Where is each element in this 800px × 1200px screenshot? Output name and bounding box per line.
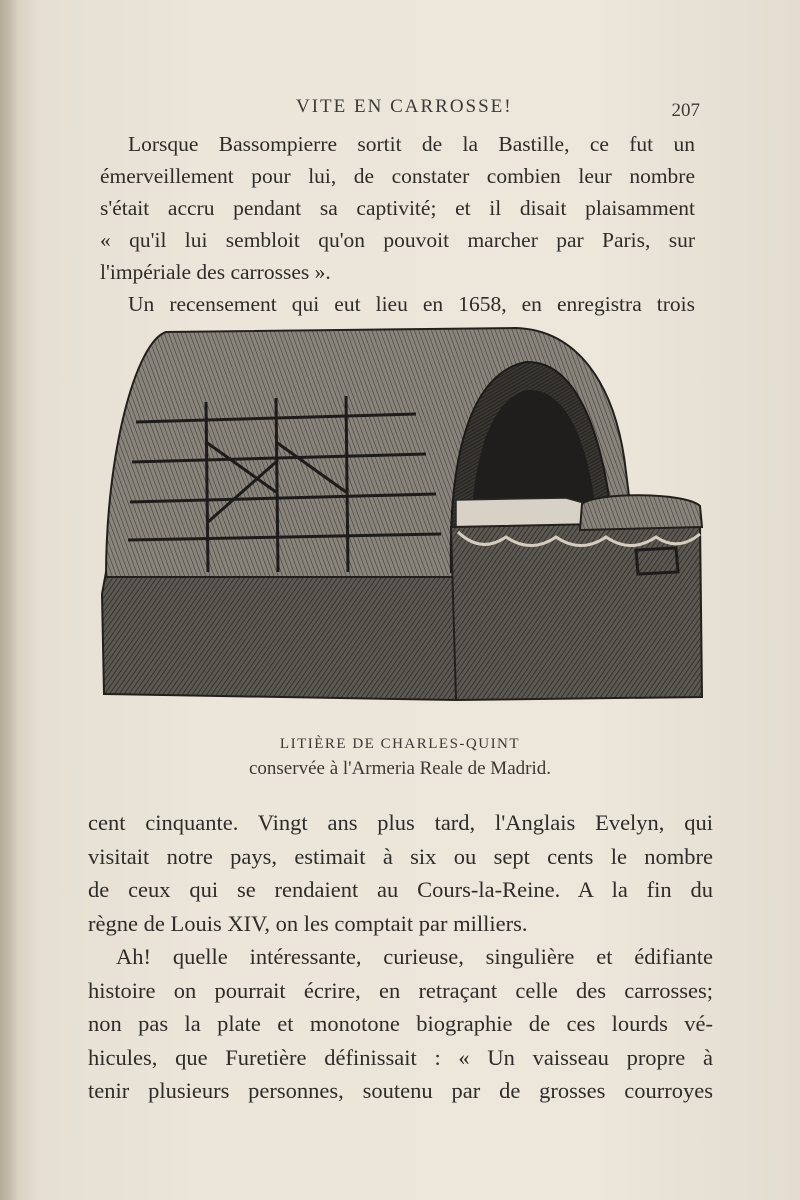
bottom-paragraph bbox=[88, 806, 713, 1108]
text-line: s'était accru pendant sa captivité; et il disait plaisamment bbox=[100, 196, 695, 220]
text-line: hicules, que Furetière définissait : « Un vaisseau propre à bbox=[88, 1044, 713, 1070]
figure-caption-subtitle: conservée à l'Armeria Reale de Madrid. bbox=[248, 758, 551, 779]
text-line: Lorsque Bassompierre sortit de la Bastille, ce fut un bbox=[128, 132, 695, 156]
text-line: visitait notre pays, estimait à six ou sept cents le nombre bbox=[88, 843, 713, 869]
text-line: Un recensement qui eut lieu en 1658, en enregistra trois bbox=[128, 292, 695, 316]
text-line: Ah! quelle intéressante, curieuse, singulière et édifiante bbox=[116, 944, 713, 969]
page-header bbox=[100, 96, 700, 126]
text-line: « qu'il lui sembloit qu'on pouvoit marcher par Paris, sur bbox=[100, 228, 695, 252]
text-line: de ceux qui se rendaient au Cours-la-Reine. A la fin du bbox=[88, 877, 713, 902]
page-number: 207 bbox=[671, 100, 700, 121]
running-title: VITE EN CARROSSE! bbox=[296, 96, 513, 117]
text-line: tenir plusieurs personnes, soutenu par de grosses courroyes bbox=[88, 1078, 713, 1103]
litter-engraving bbox=[96, 322, 708, 710]
text-line: règne de Louis XIV, on les comptait par milliers. bbox=[88, 910, 528, 936]
top-paragraph bbox=[100, 128, 695, 320]
text-line: l'impériale des carrosses ». bbox=[100, 260, 331, 284]
text-line: histoire on pourrait écrire, en retraçant celle des carrosses; bbox=[88, 977, 713, 1003]
text-line: cent cinquante. Vingt ans plus tard, l'Anglais Evelyn, qui bbox=[88, 810, 713, 835]
figure-caption-title: LITIÈRE DE CHARLES-QUINT bbox=[279, 736, 521, 752]
text-line: non pas la plate et monotone biographie de ces lourds vé- bbox=[88, 1011, 713, 1036]
text-line: émerveillement pour lui, de constater combien leur nombre bbox=[100, 164, 695, 188]
